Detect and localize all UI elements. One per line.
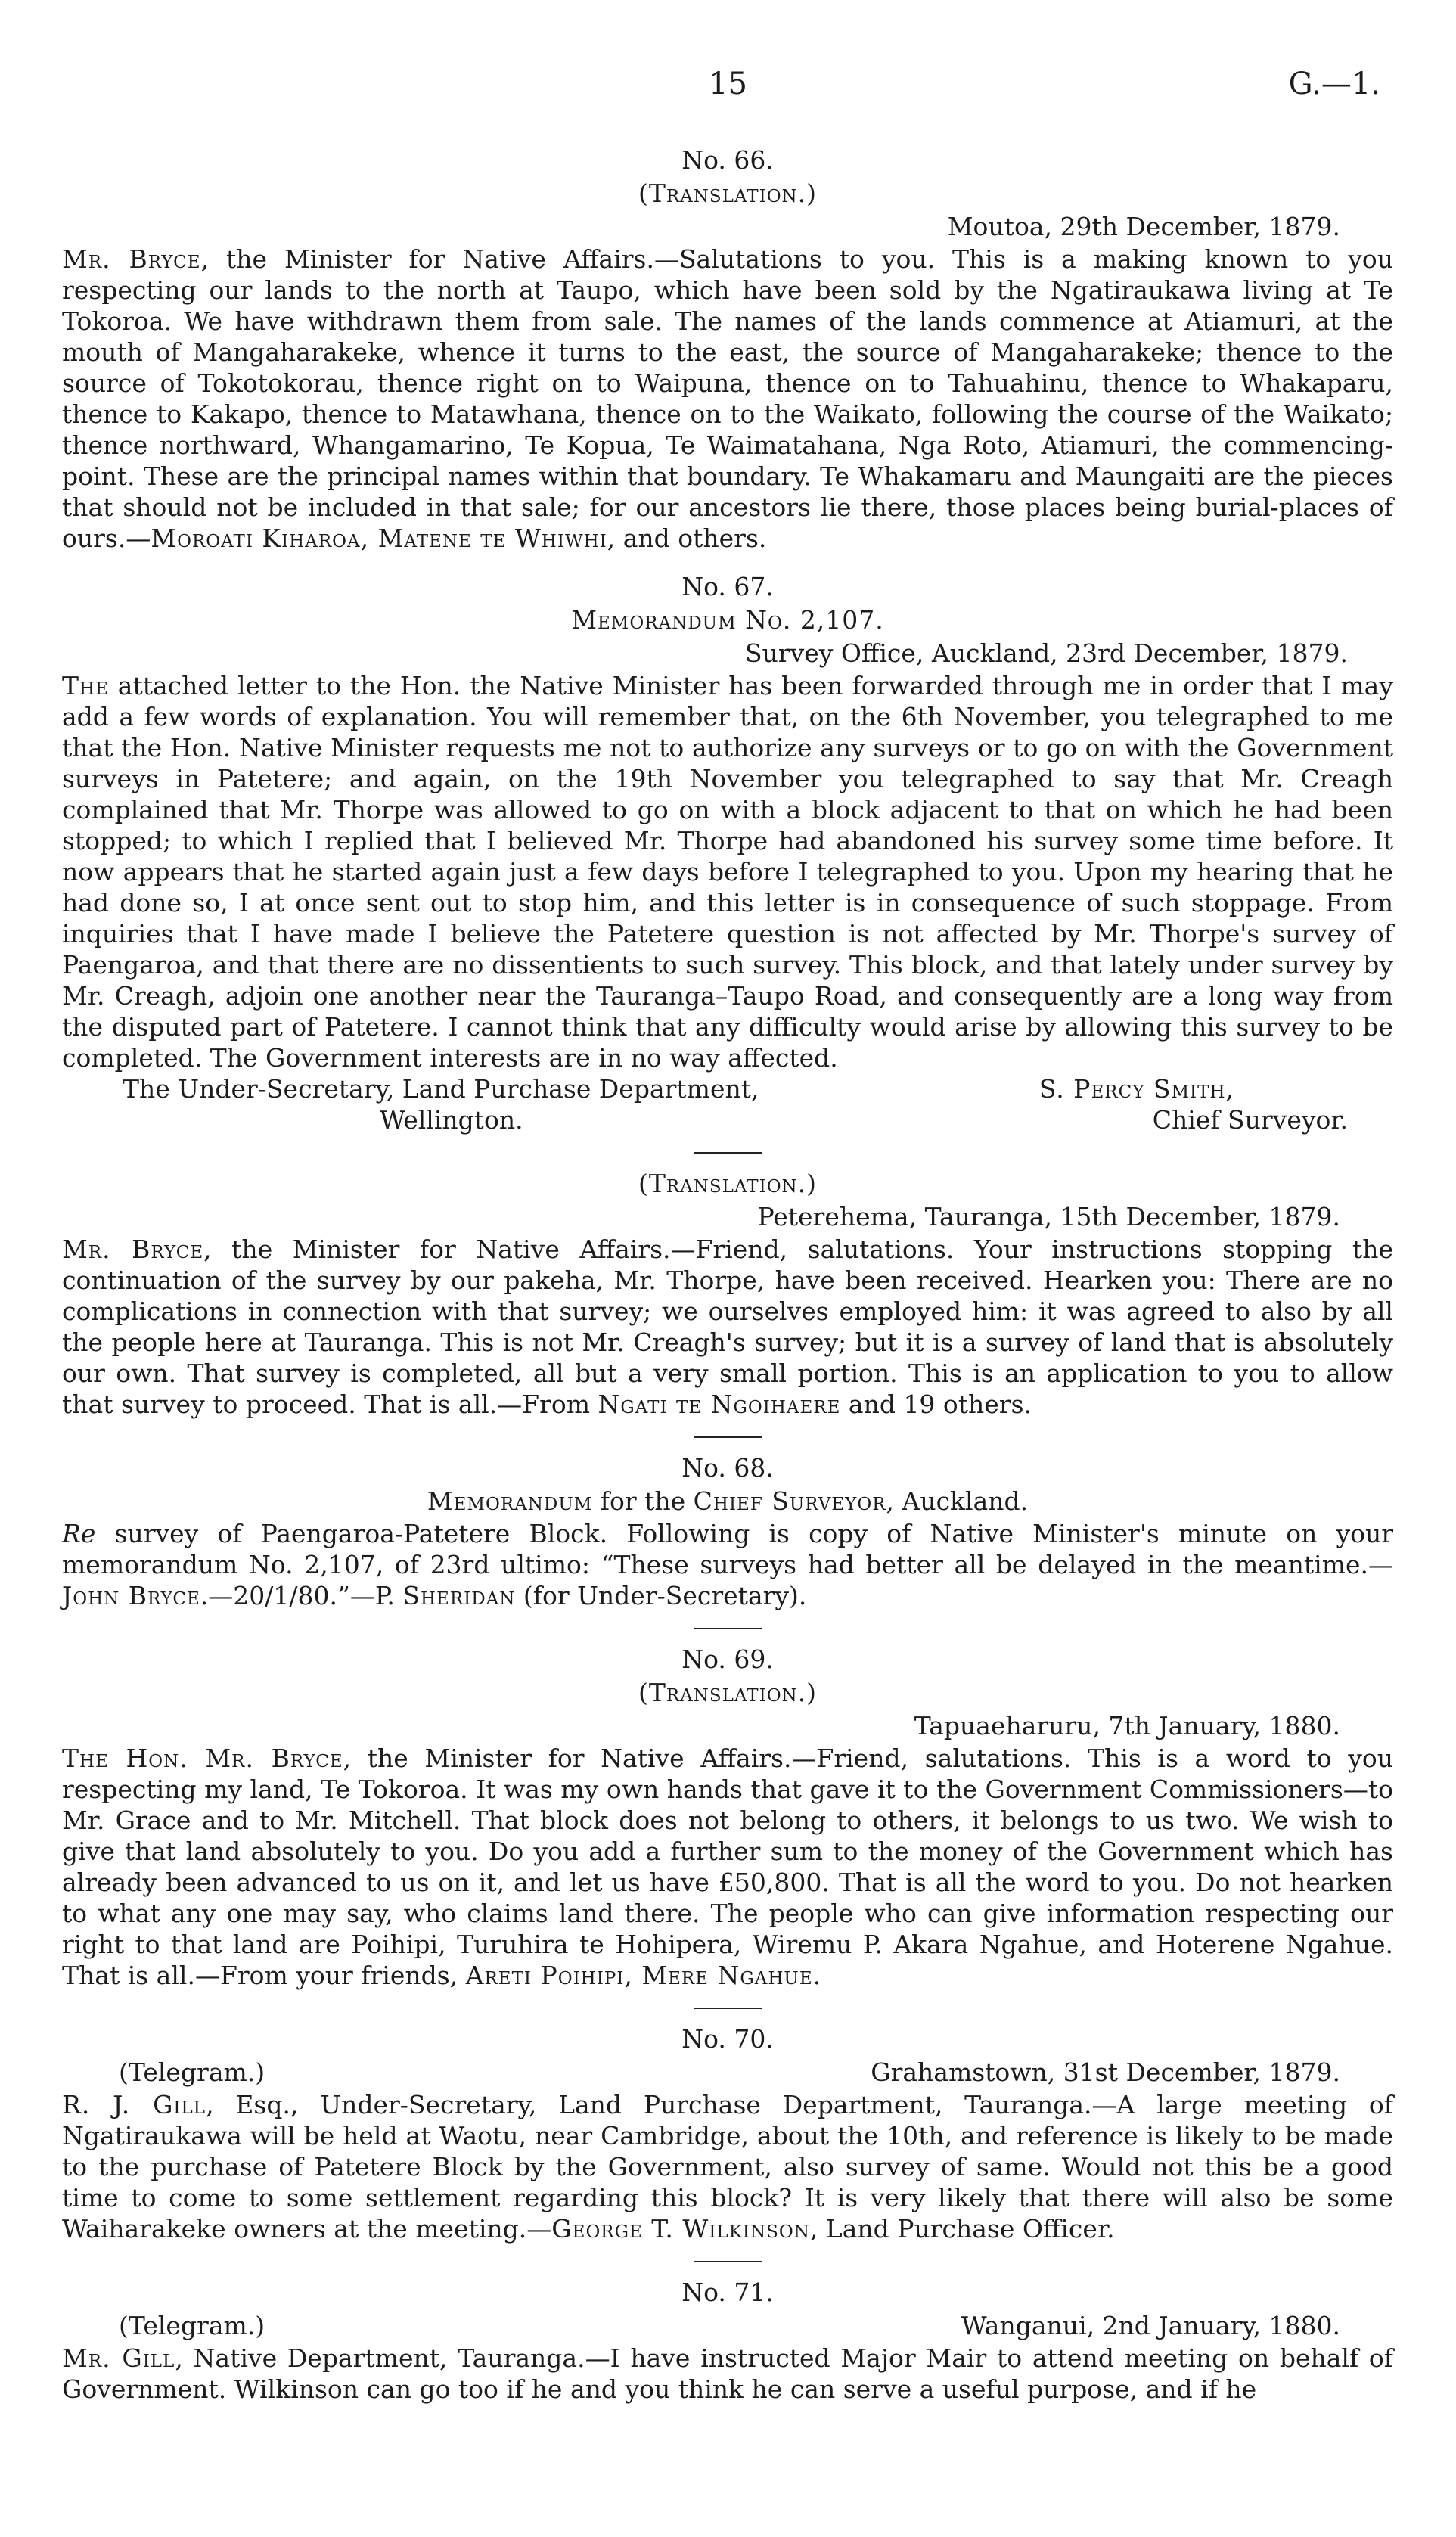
page-header (0, 67, 1456, 112)
translation-label: (Translation.) (638, 1169, 818, 1198)
letter-body (62, 244, 1393, 554)
document-68 (62, 1452, 1393, 1611)
title-name: Chief Surveyor (693, 1486, 886, 1516)
closing-text: , Land Purchase Officer. (809, 2214, 1115, 2244)
title-suffix: , Auckland. (886, 1486, 1029, 1516)
title-prefix: Memorandum (427, 1486, 593, 1516)
closing-text: (for Under-Secretary). (515, 1581, 807, 1610)
telegram-header (62, 2056, 1393, 2089)
document-66 (62, 144, 1393, 554)
document-number: No. 68. (681, 1453, 774, 1483)
section-divider (694, 2008, 762, 2009)
section-divider (694, 1436, 762, 1438)
body-text: , the Minister for Native Affairs.—Salutations to you. This is a making known to you respecting our lands to the north at Taupo, which have been sold by the Ngatiraukawa living at Te Tokoroa. We have withdrawn them from sale. The names of the lands commence at Atiamuri, at the mouth of Mangaharakeke, whence it turns to the east, the source of Mangaharakeke; thence to the source of Tokotokorau, thence right on to Waipuna, thence on to Tahuahinu, thence to Whakaparu, thence to Kakapo, thence to Matawhana, thence on to the Waikato, following the course of the Waikato; thence northward, Whangamarino, Te Kopua, Te Waimatahana, Nga Roto, Atiamuri, the commencing-point. These are the principal names within that boundary. Te Whakamaru and Maungaiti are the pieces that should not be included in that sale; for our ancestors lie there, those places being burial-places of ours.— (62, 244, 1393, 553)
document-69 (62, 1643, 1393, 1991)
page-number: 15 (709, 67, 747, 101)
addressee-block (62, 1073, 759, 1135)
addressee: Mr. Bryce (62, 1234, 204, 1264)
addressee: The Hon. Mr. Bryce (62, 1744, 343, 1773)
document-number: No. 71. (681, 2278, 774, 2307)
section-divider (694, 2261, 762, 2262)
closing-text: and 19 others. (840, 1390, 1032, 1419)
body-text: , the Minister for Native Affairs.—Friend, salutations. This is a word to you respecting my land, Te Tokoroa. It was my own hands that gave it to the Government Commissioners—to Mr. Grace and to Mr. Mitchell. That block does not belong to others, it belongs to us two. We wish to give that land absolutely to you. Do you add a further sum to the money of the Government which has already been advanced to us on it, and let us have £50,800. That is all the word to you. Do not hearken to what any one may say, who claims land there. The people who can give information respecting our right to that land are Poihipi, Turuhira te Hohipera, Wiremu P. Akara Ngahue, and Hoterene Ngahue. That is all.—From your friends, (62, 1744, 1394, 1990)
telegram-header (62, 2309, 1393, 2343)
letter-body (62, 670, 1393, 1073)
letter-body (62, 1234, 1393, 1420)
place-date: Survey Office, Auckland, 23rd December, 1879. (744, 638, 1348, 668)
body-text: attached letter to the Hon. the Native Minister has been forwarded through me in order that I may add a few words of explanation. You will remember that, on the 6th November, you telegraphed to me that the Hon. Native Minister requests me not to authorize any surveys or to go on with the Government surveys in Patetere; and again, on the 19th November you telegraphed to say that Mr. Creagh complained that Mr. Thorpe was allowed to go on with a block adjacent to that on which he had been stopped; to which I replied that I believed Mr. Thorpe had abandoned his survey some time before. It now appears that he started again just a few days before I telegraphed to you. Upon my hearing that he had done so, I at once sent out to stop him, and this letter is in consequence of such stoppage. From inquiries that I have made I believe the Patetere question is not affected by Mr. Thorpe's survey of Paengaroa, and that there are no dissentients to such survey. This block, and that lately under survey by Mr. Creagh, adjoin one another near the Tauranga–Taupo Road, and consequently are a long way from the disputed part of Patetere. I cannot think that any difficulty would arise by allowing this survey to be completed. The Government interests are in no way affected. (62, 671, 1393, 1073)
document-number: No. 70. (681, 2024, 774, 2054)
section-divider (694, 1152, 762, 1154)
opening-word: The (62, 671, 109, 700)
place-date: Moutoa, 29th December, 1879. (947, 212, 1340, 241)
addressee-line: The Under-Secretary, Land Purchase Department, (123, 1074, 759, 1104)
minute-signer: John Bryce (62, 1581, 200, 1610)
letter-body (62, 2343, 1393, 2405)
re-label: Re (62, 1519, 96, 1548)
letter-body (62, 1743, 1393, 1991)
closing-text: , and others. (607, 523, 767, 553)
closing-text: . (812, 1961, 821, 1990)
document-number: No. 67. (681, 572, 774, 601)
body-text: , the Minister for Native Affairs.—Friend, salutations. Your instructions stopping the continuation of the survey by our pakeha, Mr. Thorpe, have been received. Hearken you: There are no complications in connection with that survey; we ourselves employed him: it was agreed to also by all the people here at Tauranga. This is not Mr. Creagh's survey; but it is a survey of land that is absolutely our own. That survey is completed, all but a very small portion. This is an application to you to allow that survey to proceed. That is all.—From (62, 1234, 1393, 1419)
addressee-line: Wellington. (380, 1105, 523, 1135)
memorandum-title (62, 1485, 1393, 1518)
body-text: , Esq., Under-Secretary, Land Purchase Department, Tauranga.—A large meeting of Ngatiraukawa will be held at Waotu, near Cambridge, about the 10th, and reference is likely to be made to the purchase of Patetere Block by the Government, also survey of same. Would not this be a good time to come to some settlement regarding this block? It is very likely that there will also be some Waiharakeke owners at the meeting.— (62, 2090, 1393, 2244)
title-mid: for the (592, 1486, 694, 1516)
signer-title: Chief Surveyor. (1152, 1105, 1348, 1135)
signer-name: S. Percy Smith, (1038, 1074, 1234, 1104)
signature-block (62, 1073, 1393, 1135)
place-date: Wanganui, 2nd January, 1880. (961, 2311, 1340, 2340)
translation-label: (Translation.) (638, 179, 818, 208)
memorandum-title: Memorandum No. 2,107. (571, 605, 884, 635)
telegram-label: (Telegram.) (119, 2057, 265, 2087)
document-71 (62, 2276, 1393, 2405)
place-date: Peterehema, Tauranga, 15th December, 1879. (757, 1202, 1340, 1231)
signature: Ngati te Ngoihaere (598, 1390, 841, 1419)
body-text: survey of Paengaroa-Patetere Block. Following is copy of Native Minister's minute on your memorandum No. 2,107, of 23rd ultimo: “These surveys had better all be delayed in the meantime.— (62, 1519, 1393, 1579)
signature: Areti Poihipi, Mere Ngahue (465, 1961, 813, 1990)
minute-date: .—20/1/80.”—P. (200, 1581, 403, 1610)
page-content (62, 144, 1393, 2405)
letter-body (62, 1518, 1393, 1611)
translation-label: (Translation.) (638, 1678, 818, 1707)
signature: Sheridan (402, 1581, 516, 1610)
place-date: Tapuaeharuru, 7th January, 1880. (914, 1711, 1340, 1740)
letter-body (62, 2089, 1393, 2244)
signer-block (1039, 1073, 1393, 1135)
section-divider (694, 1628, 762, 1629)
series-code: G.—1. (1288, 67, 1380, 101)
document-number: No. 66. (681, 145, 774, 175)
addressee: R. J. Gill (62, 2090, 206, 2119)
signature: Moroati Kiharoa, Matene te Whiwhi (151, 523, 607, 553)
document-67 (62, 570, 1393, 1420)
signature: George T. Wilkinson (551, 2214, 810, 2244)
document-70 (62, 2023, 1393, 2244)
place-date: Grahamstown, 31st December, 1879. (871, 2057, 1340, 2087)
addressee: Mr. Gill (62, 2343, 175, 2373)
addressee: Mr. Bryce (62, 244, 201, 274)
telegram-label: (Telegram.) (119, 2311, 265, 2340)
body-text: , Native Department, Tauranga.—I have instructed Major Mair to attend meeting on behalf of Government. Wilkinson can go too if he and you think he can serve a useful purpose, and if he (62, 2343, 1393, 2404)
document-number: No. 69. (681, 1644, 774, 1674)
